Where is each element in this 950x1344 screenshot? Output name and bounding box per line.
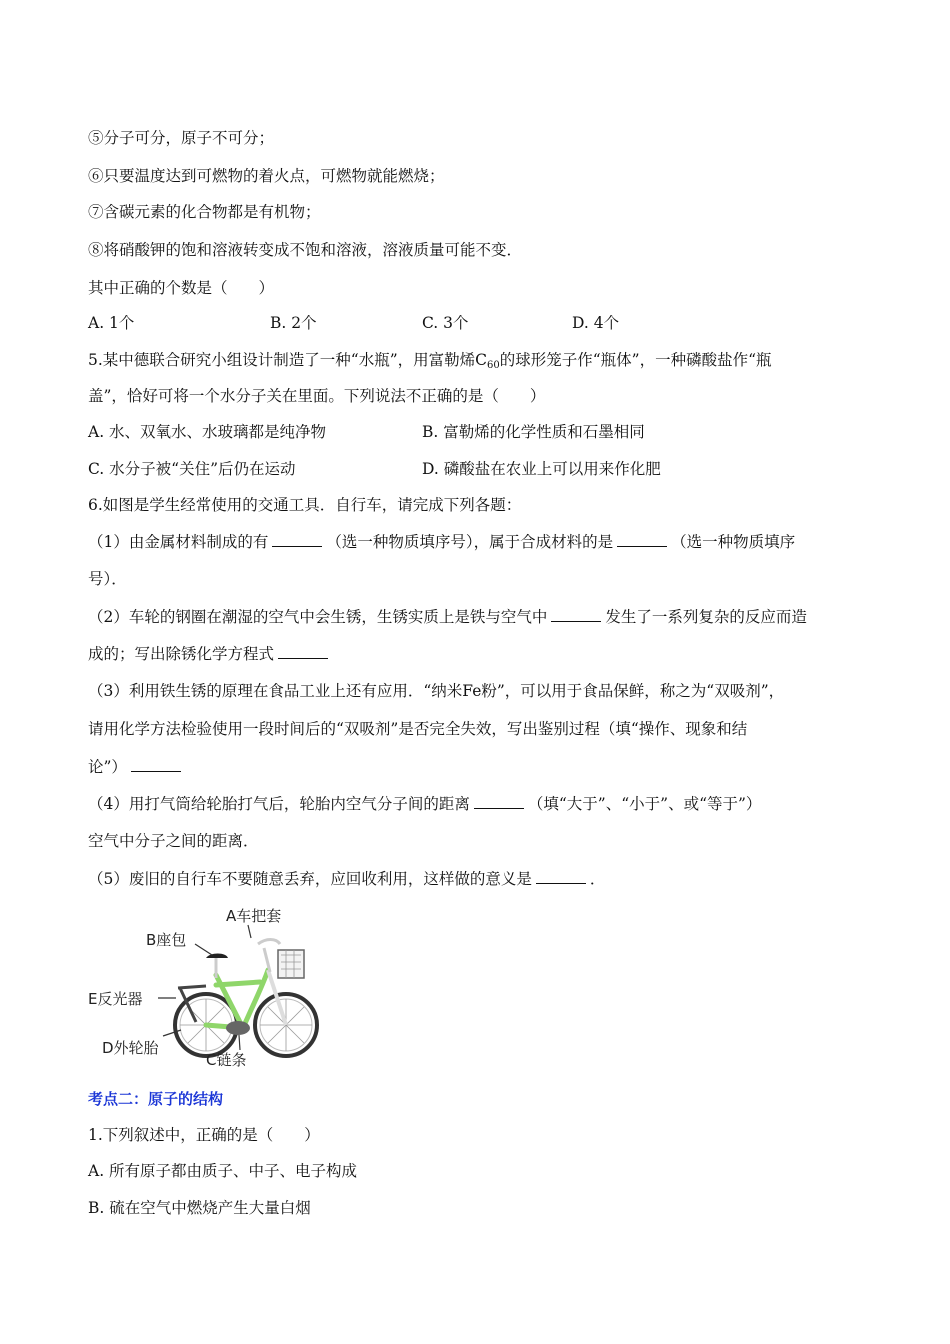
s2-q1-option-b: B. 硫在空气中燃烧产生大量白烟 <box>88 1199 311 1217</box>
c60-subscript: 60 <box>487 360 500 371</box>
q5-option-c: C. 水分子被“关住”后仍在运动 <box>88 460 296 478</box>
q6-part3: （3）利用铁生锈的原理在食品工业上还有应用．“纳米Fe粉”，可以用于食品保鲜，称之为“双吸剂”， <box>88 682 785 700</box>
label-seat: B座包 <box>146 931 187 949</box>
q5-option-b: B. 富勒烯的化学性质和石墨相同 <box>422 423 645 441</box>
section-heading: 考点二：原子的结构 <box>88 1090 224 1108</box>
s2-q1: 1.下列叙述中，正确的是（ ） <box>88 1126 320 1144</box>
q6-p2-b: 发生了一系列复杂的反应而造 <box>605 608 807 626</box>
basket <box>278 950 304 978</box>
option-d: D. 4个 <box>572 314 620 332</box>
q6-part4-cont: 空气中分子之间的距离． <box>88 832 259 850</box>
q6-part2 <box>88 606 807 628</box>
q6-p5-a: （5）废旧的自行车不要随意丢弃，应回收利用，这样做的意义是 <box>88 870 532 888</box>
bike-frame <box>206 970 268 1028</box>
answer-blank[interactable] <box>551 607 601 622</box>
q6-p4-a: （4）用打气筒给轮胎打气后，轮胎内空气分子间的距离 <box>88 795 470 813</box>
answer-blank[interactable] <box>272 532 322 547</box>
handlebar <box>258 940 280 973</box>
statement-6: ⑥只要温度达到可燃物的着火点，可燃物就能燃烧； <box>88 167 445 185</box>
chain-guard <box>226 1021 250 1035</box>
seat <box>206 954 228 959</box>
q6-part1 <box>88 531 795 553</box>
option-b: B. 2个 <box>270 314 317 332</box>
statement-5: ⑤分子可分，原子不可分； <box>88 129 275 147</box>
answer-blank[interactable] <box>536 869 586 884</box>
q6-p4-b: （填“大于”、“小于”、或“等于”） <box>527 795 762 813</box>
q6-part5 <box>88 868 605 890</box>
answer-blank[interactable] <box>131 757 181 772</box>
q6-p1-c: （选一种物质填序 <box>671 533 796 551</box>
bicycle-illustration <box>88 900 348 1070</box>
q5-line1 <box>88 349 772 377</box>
q6-p2-a: （2）车轮的钢圈在潮湿的空气中会生锈，生锈实质上是铁与空气中 <box>88 608 548 626</box>
label-tire: D外轮胎 <box>102 1039 159 1057</box>
q5-line1-a: 5.某中德联合研究小组设计制造了一种“水瓶”，用富勒烯C <box>88 351 487 369</box>
label-handlebar-grip: A车把套 <box>226 907 282 925</box>
q6-p1-a: （1）由金属材料制成的有 <box>88 533 269 551</box>
option-c: C. 3个 <box>422 314 469 332</box>
q6-part2-cont <box>88 643 332 665</box>
answer-blank[interactable] <box>474 794 524 809</box>
answer-blank[interactable] <box>278 644 328 659</box>
q6-part1-cont: 号）． <box>88 570 127 588</box>
s2-q1-option-a: A. 所有原子都由质子、中子、电子构成 <box>88 1162 358 1180</box>
q6-part4 <box>88 793 761 815</box>
question-prompt: 其中正确的个数是（ ） <box>88 279 275 297</box>
statement-7: ⑦含碳元素的化合物都是有机物； <box>88 203 321 221</box>
q5-option-a: A. 水、双氧水、水玻璃都是纯净物 <box>88 423 327 441</box>
option-a: A. 1个 <box>88 314 135 332</box>
q6-p1-b: （选一种物质填序号），属于合成材料的是 <box>326 533 614 551</box>
q5-option-d: D. 磷酸盐在农业上可以用来作化肥 <box>422 460 661 478</box>
label-chain: C链条 <box>206 1051 247 1069</box>
q6-p5-b: ． <box>589 870 606 888</box>
q6-intro: 6.如图是学生经常使用的交通工具．自行车，请完成下列各题： <box>88 496 522 514</box>
label-reflector: E反光器 <box>88 990 143 1008</box>
statement-8: ⑧将硝酸钾的饱和溶液转变成不饱和溶液，溶液质量可能不变． <box>88 241 523 259</box>
q6-p2-c: 成的；写出除锈化学方程式 <box>88 645 275 663</box>
answer-blank[interactable] <box>617 532 667 547</box>
q6-p3-c: 论”） <box>88 758 127 776</box>
q6-part3-end <box>88 756 185 778</box>
q6-part3-cont: 请用化学方法检验使用一段时间后的“双吸剂”是否完全失效，写出鉴别过程（填“操作、现象和结 <box>88 720 748 738</box>
q5-line2: 盖”，恰好可将一个水分子关在里面。下列说法不正确的是（ ） <box>88 387 546 405</box>
q5-line1-b: 的球形笼子作“瓶体”，一种磷酸盐作“瓶 <box>499 351 772 369</box>
bicycle-figure <box>88 900 348 1070</box>
